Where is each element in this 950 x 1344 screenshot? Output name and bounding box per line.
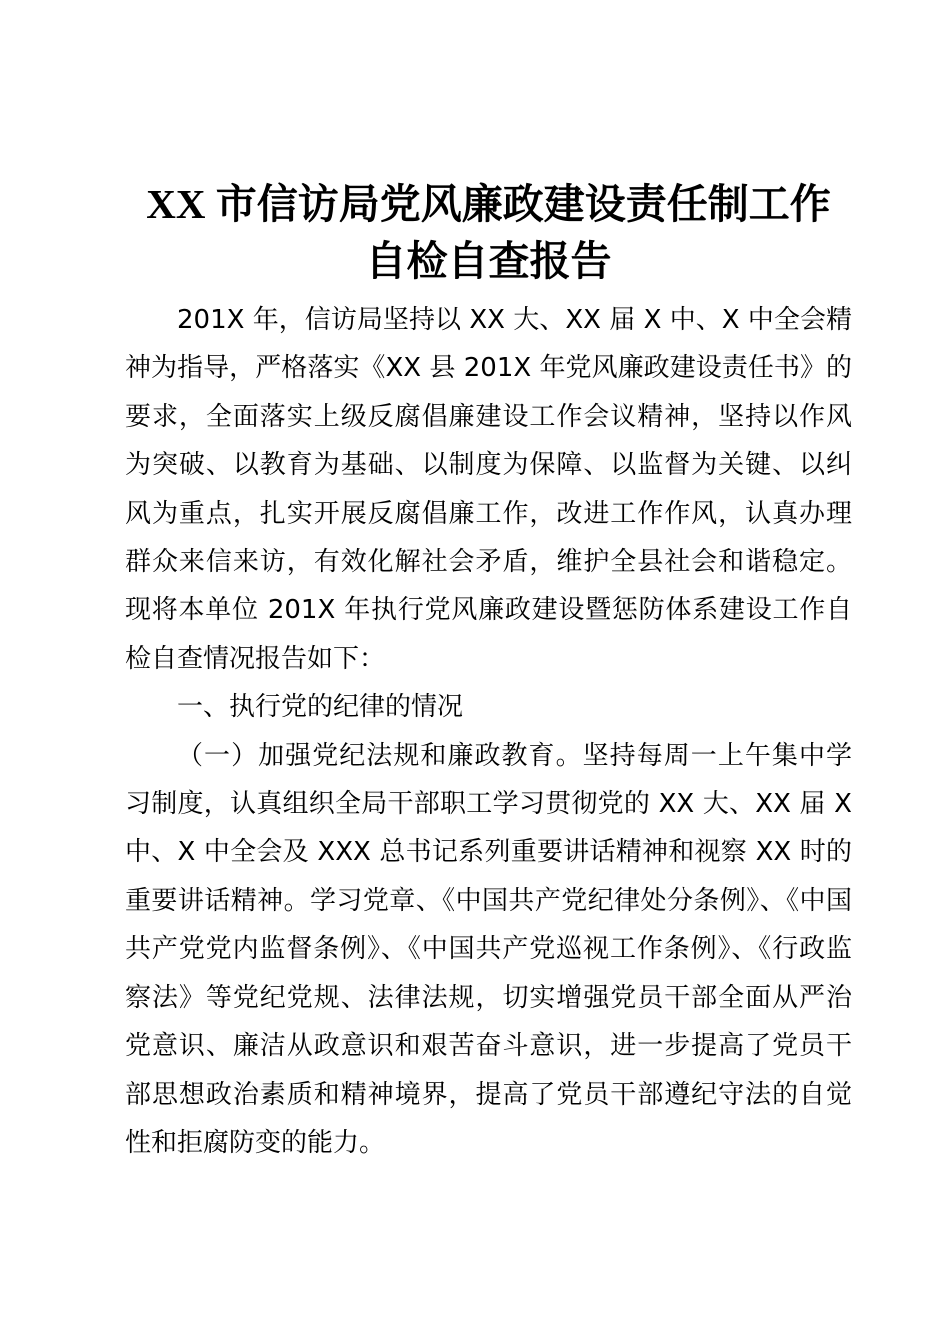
paragraph-section-1-1: （一）加强党纪法规和廉政教育。坚持每周一上午集中学习制度，认真组织全局干部职工学习贯彻党的 XX 大、XX 届 X 中、X 中全会及 XXX 总书记系列重要讲话精神和视察 XX 时的重要讲话精神。学习党章、《中国共产党纪律处分条例》、《中国共产党党内监督条例》、《中国共产党巡视工作条例》、《行政监察法》等党纪党规、法律法规，切实增强党员干部全面从严治党意识、廉洁从政意识和艰苦奋斗意识，进一步提高了党员干部思想政治素质和精神境界，提高了党员干部遵纪守法的自觉性和拒腐防变的能力。	[125, 740, 852, 1158]
paragraph-intro: 201X 年，信访局坚持以 XX 大、XX 届 X 中、X 中全会精神为指导，严格落实《XX 县 201X 年党风廉政建设责任书》的要求，全面落实上级反腐倡廉建设工作会议精神，坚持以作风为突破、以教育为基础、以制度为保障、以监督为关键、以纠风为重点，扎实开展反腐倡廉工作，改进工作作风，认真办理群众来信来访，有效化解社会矛盾，维护全县社会和谐稳定。现将本单位 201X 年执行党风廉政建设暨惩防体系建设工作自检自查情况报告如下：	[125, 305, 852, 674]
document-title-line-1: XX 市信访局党风廉政建设责任制工作	[146, 181, 831, 227]
section-heading-discipline: 一、执行党的纪律的情况	[177, 692, 464, 723]
document-title	[125, 176, 852, 290]
document-body	[125, 296, 852, 1167]
document-title-line-2: 自检自查报告	[365, 238, 612, 284]
